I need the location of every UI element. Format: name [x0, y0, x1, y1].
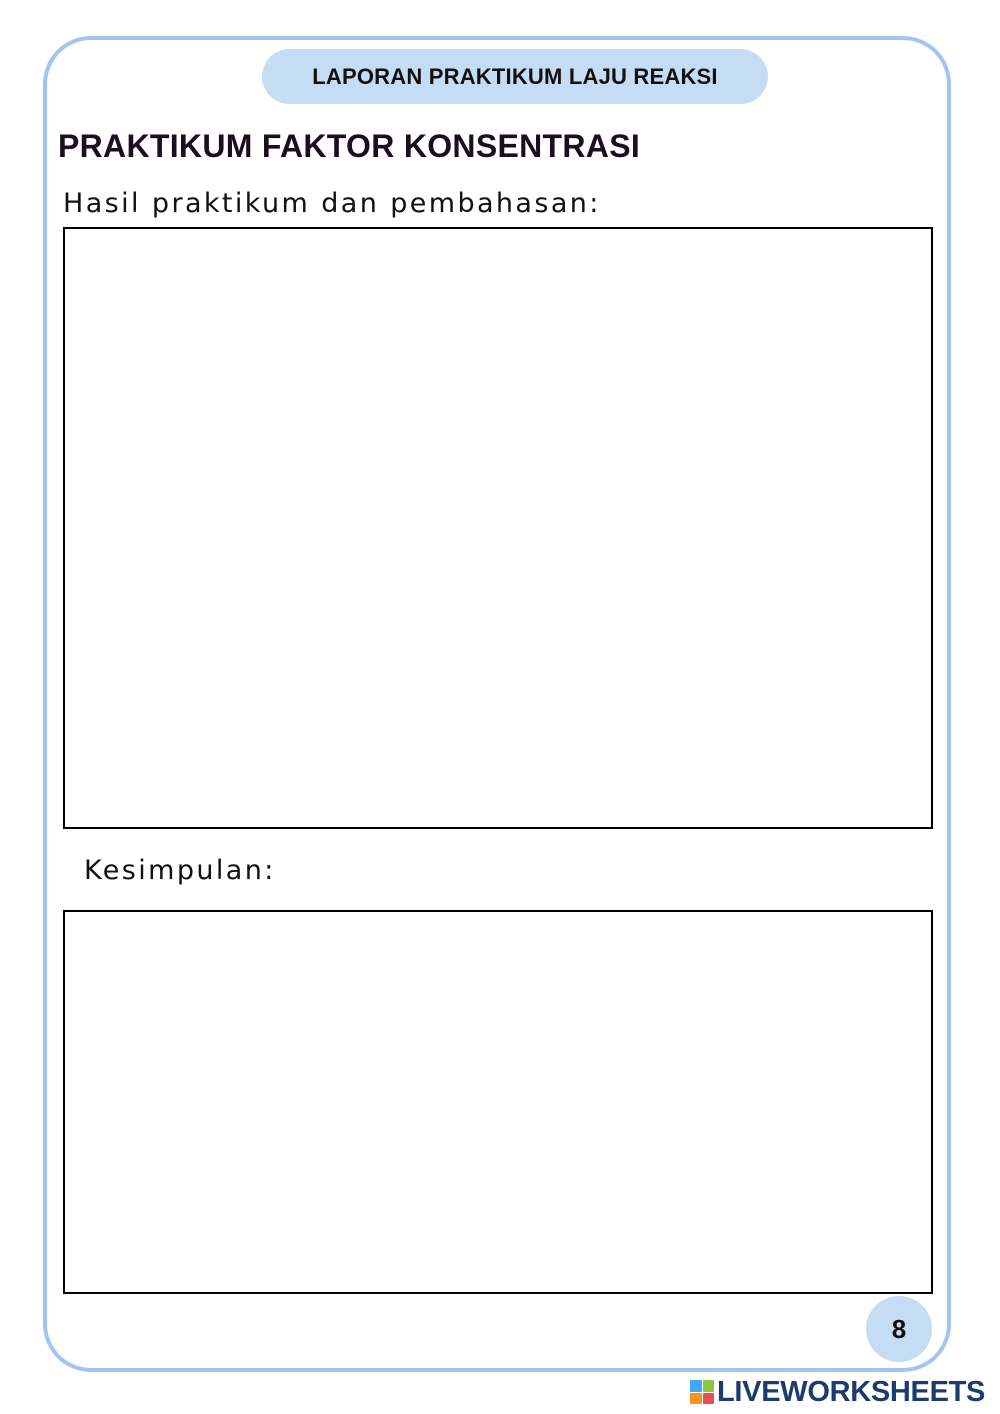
header-banner	[262, 49, 768, 104]
hasil-label: Hasil praktikum dan pembahasan:	[63, 188, 601, 219]
kesimpulan-answer-box[interactable]	[63, 910, 933, 1294]
kesimpulan-label: Kesimpulan:	[84, 855, 276, 886]
watermark-text: LIVEWORKSHEETS	[717, 1375, 986, 1408]
hasil-answer-box[interactable]	[63, 227, 933, 829]
banner-title: LAPORAN PRAKTIKUM LAJU REAKSI	[312, 63, 718, 89]
liveworksheets-watermark	[690, 1374, 985, 1410]
page-title: PRAKTIKUM FAKTOR KONSENTRASI	[58, 128, 641, 164]
liveworksheets-logo-icon	[690, 1380, 714, 1404]
logo-square-2	[703, 1380, 715, 1392]
page-number-badge	[866, 1296, 932, 1362]
logo-square-3	[690, 1393, 702, 1405]
logo-square-4	[703, 1393, 715, 1405]
page-number: 8	[891, 1313, 907, 1344]
logo-square-1	[690, 1380, 702, 1392]
